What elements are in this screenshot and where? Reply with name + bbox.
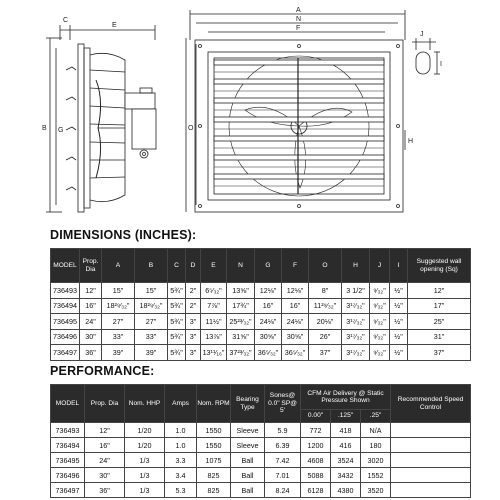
- dim-header-cell: E: [201, 249, 227, 283]
- table-cell: ⁹⁄₃₂": [370, 329, 390, 345]
- table-row: [51, 298, 471, 314]
- table-cell: 31": [408, 329, 471, 345]
- table-cell: 37": [408, 345, 471, 361]
- table-cell: 1/20: [125, 438, 165, 453]
- table-cell: 5¾": [168, 329, 186, 345]
- table-cell: 16": [85, 438, 125, 453]
- table-cell: 18²⁹⁄₃₂": [102, 298, 135, 314]
- dimensions-body: [51, 283, 471, 361]
- table-cell: 3": [186, 329, 201, 345]
- table-row: [51, 438, 471, 453]
- table-cell: 3520: [361, 483, 391, 498]
- dim-header-cell: F: [282, 249, 309, 283]
- performance-table: [50, 384, 471, 498]
- table-cell: 6128: [301, 483, 331, 498]
- table-cell: 3¹⁷⁄₃₂": [342, 329, 370, 345]
- table-cell: 825: [197, 468, 231, 483]
- table-cell: 26": [309, 329, 342, 345]
- table-cell: 5.3: [165, 483, 197, 498]
- table-cell: 2": [186, 298, 201, 314]
- perf-header-bearing: Bearing Type: [231, 385, 265, 423]
- table-cell: N/A: [361, 423, 391, 438]
- performance-header-row: [51, 385, 471, 410]
- table-cell: 17¾": [227, 298, 255, 314]
- table-cell: ⁹⁄₃₂": [370, 345, 390, 361]
- table-cell: 16": [255, 298, 282, 314]
- table-cell: 37": [309, 345, 342, 361]
- table-cell: 13⅝": [227, 283, 255, 299]
- performance-title: PERFORMANCE:: [50, 364, 155, 378]
- table-row: [51, 468, 471, 483]
- table-cell: 24⅛": [255, 314, 282, 330]
- table-cell: 12⅛": [282, 283, 309, 299]
- dim-label-f: F: [296, 25, 301, 32]
- table-cell: 7.42: [265, 453, 301, 468]
- perf-header-model: MODEL: [51, 385, 85, 423]
- table-cell: Sleeve: [231, 438, 265, 453]
- table-cell: 13¹¹⁄₁₆": [201, 345, 227, 361]
- dim-header-cell: D: [186, 249, 201, 283]
- table-cell: 418: [331, 423, 361, 438]
- dim-header-cell: A: [102, 249, 135, 283]
- table-cell: 25": [408, 314, 471, 330]
- fan-drawing: [0, 0, 500, 225]
- table-cell: [391, 483, 471, 498]
- table-cell: Ball: [231, 483, 265, 498]
- table-cell: 17": [408, 298, 471, 314]
- dim-header-cell: MODEL: [51, 249, 80, 283]
- perf-header-sones: Sones@ 0.0" SP@ 5': [265, 385, 301, 423]
- table-cell: 36⁵⁄₃₂": [282, 345, 309, 361]
- table-cell: Ball: [231, 468, 265, 483]
- table-cell: 2": [186, 283, 201, 299]
- table-cell: 5¾": [168, 345, 186, 361]
- table-cell: 736496: [51, 329, 80, 345]
- table-cell: 772: [301, 423, 331, 438]
- table-cell: 3¹⁷⁄₃₂": [342, 345, 370, 361]
- table-cell: 5¾": [168, 298, 186, 314]
- perf-header-control: Recommended Speed Control: [391, 385, 471, 423]
- table-row: [51, 283, 471, 299]
- table-cell: 36⁵⁄₃₂": [255, 345, 282, 361]
- table-cell: ½": [390, 283, 408, 299]
- dim-header-cell: O: [309, 249, 342, 283]
- table-cell: ⁹⁄₃₂": [370, 283, 390, 299]
- table-cell: 736494: [51, 298, 80, 314]
- table-cell: 736497: [51, 483, 85, 498]
- table-cell: 33": [102, 329, 135, 345]
- table-cell: 3524: [331, 453, 361, 468]
- table-cell: 4380: [331, 483, 361, 498]
- table-cell: 1/3: [125, 453, 165, 468]
- table-cell: ½": [390, 314, 408, 330]
- dim-header-cell: N: [227, 249, 255, 283]
- table-cell: 5088: [301, 468, 331, 483]
- table-cell: 1.0: [165, 423, 197, 438]
- dim-label-i: I: [440, 61, 442, 68]
- dim-header-cell: G: [255, 249, 282, 283]
- table-cell: 1200: [301, 438, 331, 453]
- table-cell: 1.0: [165, 438, 197, 453]
- dim-label-h: H: [408, 138, 414, 145]
- table-cell: 30⅝": [255, 329, 282, 345]
- table-cell: 4608: [301, 453, 331, 468]
- table-cell: 24⅛": [282, 314, 309, 330]
- table-cell: 1075: [197, 453, 231, 468]
- table-row: [51, 314, 471, 330]
- table-cell: 36": [80, 345, 102, 361]
- dim-header-cell: H: [342, 249, 370, 283]
- table-cell: 24": [80, 314, 102, 330]
- table-cell: 8.24: [265, 483, 301, 498]
- table-cell: 25²³⁄₃₂": [227, 314, 255, 330]
- front-view: [186, 10, 405, 212]
- table-cell: 3¹⁷⁄₃₂": [342, 298, 370, 314]
- table-cell: Sleeve: [231, 423, 265, 438]
- dimensions-title: DIMENSIONS (INCHES):: [50, 228, 197, 242]
- table-cell: 1550: [197, 423, 231, 438]
- slot-detail: [412, 38, 440, 74]
- perf-header-cfm-0: 0.00": [301, 410, 331, 423]
- dim-label-j: J: [420, 31, 424, 38]
- table-cell: 18²⁹⁄₃₂": [135, 298, 168, 314]
- table-cell: 1550: [197, 438, 231, 453]
- table-cell: 12": [85, 423, 125, 438]
- table-cell: 3": [186, 345, 201, 361]
- table-cell: 31⅝": [227, 329, 255, 345]
- table-cell: 39": [102, 345, 135, 361]
- dim-header-cell: Suggested wall opening (Sq): [408, 249, 471, 283]
- table-cell: 5¾": [168, 314, 186, 330]
- table-cell: 12": [408, 283, 471, 299]
- table-cell: 180: [361, 438, 391, 453]
- table-cell: ½": [390, 329, 408, 345]
- table-cell: 3.3: [165, 453, 197, 468]
- table-cell: 27": [135, 314, 168, 330]
- dim-header-cell: J: [370, 249, 390, 283]
- table-cell: 736494: [51, 438, 85, 453]
- table-cell: 3": [186, 314, 201, 330]
- table-cell: 30": [80, 329, 102, 345]
- perf-header-prop: Prop. Dia: [85, 385, 125, 423]
- dim-label-c: C: [63, 17, 69, 24]
- dim-label-b: B: [42, 125, 47, 132]
- table-cell: 5¾": [168, 283, 186, 299]
- table-cell: 11²⁹⁄₃₂": [309, 298, 342, 314]
- table-cell: 3¹⁷⁄₃₂": [342, 314, 370, 330]
- table-cell: 3020: [361, 453, 391, 468]
- table-cell: 736495: [51, 453, 85, 468]
- dim-header-cell: I: [390, 249, 408, 283]
- table-cell: 1/3: [125, 483, 165, 498]
- dim-header-cell: B: [135, 249, 168, 283]
- table-cell: 16": [282, 298, 309, 314]
- dim-header-cell: Prop. Dia: [80, 249, 102, 283]
- perf-header-amps: Amps: [165, 385, 197, 423]
- table-cell: [391, 423, 471, 438]
- dim-label-o: O: [188, 125, 194, 132]
- table-row: [51, 453, 471, 468]
- table-cell: 7.01: [265, 468, 301, 483]
- table-row: [51, 483, 471, 498]
- table-cell: 1/3: [125, 468, 165, 483]
- table-cell: 16": [80, 298, 102, 314]
- table-cell: 6⁵⁄₃₂": [201, 283, 227, 299]
- table-cell: Ball: [231, 453, 265, 468]
- perf-header-cfm-125: .125": [331, 410, 361, 423]
- table-cell: 24": [85, 453, 125, 468]
- dim-label-e: E: [112, 22, 117, 29]
- table-cell: 30": [85, 468, 125, 483]
- perf-header-cfm: CFM Air Delivery @ Static Pressure Shown: [301, 385, 391, 410]
- table-cell: 11½": [201, 314, 227, 330]
- table-row: [51, 423, 471, 438]
- table-cell: 30⅝": [282, 329, 309, 345]
- table-cell: 3432: [331, 468, 361, 483]
- table-cell: 20⅛": [309, 314, 342, 330]
- table-cell: 7⅞": [201, 298, 227, 314]
- table-cell: 736493: [51, 283, 80, 299]
- table-cell: 825: [197, 483, 231, 498]
- table-cell: 36": [85, 483, 125, 498]
- table-cell: 736495: [51, 314, 80, 330]
- table-cell: 5.9: [265, 423, 301, 438]
- table-cell: [391, 468, 471, 483]
- perf-header-rpm: Nom. RPM: [197, 385, 231, 423]
- table-cell: 27": [102, 314, 135, 330]
- dimensions-table: [50, 248, 471, 361]
- table-cell: 1/20: [125, 423, 165, 438]
- perf-header-cfm-25: .25": [361, 410, 391, 423]
- table-cell: 736496: [51, 468, 85, 483]
- table-cell: 37²³⁄₃₂": [227, 345, 255, 361]
- table-cell: 13⅞": [201, 329, 227, 345]
- table-cell: 3 1/2": [342, 283, 370, 299]
- dim-label-g: G: [58, 127, 64, 134]
- dim-label-n: N: [296, 16, 302, 23]
- table-cell: 1552: [361, 468, 391, 483]
- table-cell: ⁹⁄₃₂": [370, 298, 390, 314]
- table-cell: ⁹⁄₃₂": [370, 314, 390, 330]
- table-cell: 416: [331, 438, 361, 453]
- table-cell: 33": [135, 329, 168, 345]
- table-cell: [391, 438, 471, 453]
- table-cell: 736493: [51, 423, 85, 438]
- perf-header-hp: Nom. HHP: [125, 385, 165, 423]
- side-view: [46, 25, 156, 212]
- table-cell: ½": [390, 345, 408, 361]
- dim-header-cell: C: [168, 249, 186, 283]
- table-cell: 15": [135, 283, 168, 299]
- table-cell: 736497: [51, 345, 80, 361]
- table-cell: 12": [80, 283, 102, 299]
- performance-body: [51, 423, 471, 498]
- table-row: [51, 329, 471, 345]
- table-cell: 39": [135, 345, 168, 361]
- table-cell: 3.4: [165, 468, 197, 483]
- dim-label-a: A: [296, 7, 301, 14]
- table-cell: [391, 453, 471, 468]
- dimensions-header-row: [51, 249, 471, 283]
- table-cell: 15": [102, 283, 135, 299]
- table-cell: 8": [309, 283, 342, 299]
- table-cell: 6.39: [265, 438, 301, 453]
- table-cell: ½": [390, 298, 408, 314]
- table-cell: 12⅛": [255, 283, 282, 299]
- table-row: [51, 345, 471, 361]
